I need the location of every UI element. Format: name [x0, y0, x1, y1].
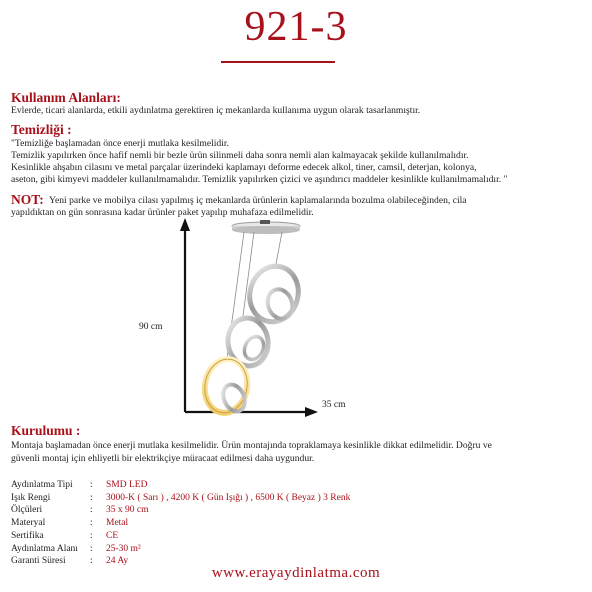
spec-value: CE: [106, 530, 119, 541]
cleaning-line-4: aseton, gibi kimyevi maddeler kullanılmamalıdır. Temizlik yapılırken çizici ve aşındırıcı maddeler kesinlikle kullanılmamalıdır. ": [11, 174, 508, 185]
spec-value: Metal: [106, 518, 129, 529]
note-line-1: Yeni parke ve mobilya cilası yapılmış iç mekanlarda ürünlerin kaplamalarında bozulma olabileceğinden, cila: [49, 195, 467, 206]
note-line-2: yapıldıktan on gün sonrasına kadar ürünler paket yapılıp muhafaza edilmelidir.: [11, 207, 314, 218]
spec-row-dimensions: [11, 504, 350, 517]
cleaning-line-1: "Temizliğe başlamadan önce enerji mutlaka kesilmelidir.: [11, 138, 229, 149]
spec-sep: :: [90, 505, 93, 516]
usage-heading: Kullanım Alanları:: [11, 90, 121, 105]
suspension-wires: [227, 232, 282, 358]
cleaning-line-3: Kesinlikle ahşabın cilasını ve metal parçalar üzerindeki kaplamayı deforme edecek alkol, tiner, camsil, deterjan, kolonya,: [11, 162, 477, 173]
horizontal-arrow-icon: [185, 407, 318, 417]
spec-table: [11, 479, 350, 568]
installation-heading: Kurulumu :: [11, 423, 81, 438]
spec-sep: :: [90, 492, 93, 503]
spec-sep: :: [90, 530, 93, 541]
website-link[interactable]: www.erayaydinlatma.com: [211, 565, 381, 581]
spec-value: 24 Ay: [106, 556, 129, 567]
ring-bottom: [201, 356, 252, 416]
height-dimension-label: 90 cm: [139, 322, 163, 332]
spec-row-certificate: [11, 530, 350, 543]
usage-text: Evlerde, ticari alanlarda, etkili aydınlatma gerektiren iç mekanlarda kullanıma uygun olarak tasarlanmıştır.: [11, 105, 421, 116]
spec-value: 3000-K ( Sarı ) , 4200 K ( Gün Işığı ) , 6500 K ( Beyaz ) 3 Renk: [106, 492, 351, 503]
spec-row-light-color: [11, 492, 350, 505]
spec-key: Ölçüleri: [11, 505, 43, 516]
spec-row-material: [11, 517, 350, 530]
vertical-arrow-icon: [180, 218, 190, 412]
product-code-title: 921-3: [244, 4, 348, 50]
spec-key: Işık Rengi: [11, 492, 51, 503]
spec-row-light-type: [11, 479, 350, 492]
spec-value: 35 x 90 cm: [106, 505, 149, 516]
spec-key: Sertifika: [11, 530, 44, 541]
spec-key: Aydınlatma Tipi: [11, 480, 73, 490]
spec-sep: :: [90, 480, 93, 490]
spec-key: Materyal: [11, 518, 46, 529]
installation-line-1: Montaja başlamadan önce enerji mutlaka kesilmelidir. Ürün montajında topraklamaya kesinlikle dikkat edilmelidir. Doğru ve: [11, 440, 492, 451]
spec-row-lighting-area: [11, 543, 350, 556]
spec-sep: :: [90, 543, 93, 554]
title-underline: [221, 61, 335, 63]
cleaning-line-2: Temizlik yapılırken önce hafif nemli bir bezle ürün silinmeli daha sonra nemli alan kalmayacak şekilde kullanılmalıdır.: [11, 150, 469, 161]
spec-sep: :: [90, 556, 93, 567]
spec-sep: :: [90, 518, 93, 529]
installation-line-2: güvenli montaj için ehliyetli bir elektrikçiye müracaat edilmesi daha uygundur.: [11, 453, 315, 464]
spec-key: Aydınlatma Alanı: [11, 543, 78, 554]
cleaning-heading: Temizliği :: [11, 122, 72, 137]
spec-value: 25-30 m²: [106, 543, 141, 554]
lamp-illustration: [170, 212, 370, 424]
spec-value: SMD LED: [106, 480, 148, 490]
spec-key: Garanti Süresi: [11, 556, 66, 567]
width-dimension-label: 35 cm: [322, 400, 346, 410]
ceiling-canopy: [232, 220, 300, 234]
note-label: NOT:: [11, 192, 44, 207]
